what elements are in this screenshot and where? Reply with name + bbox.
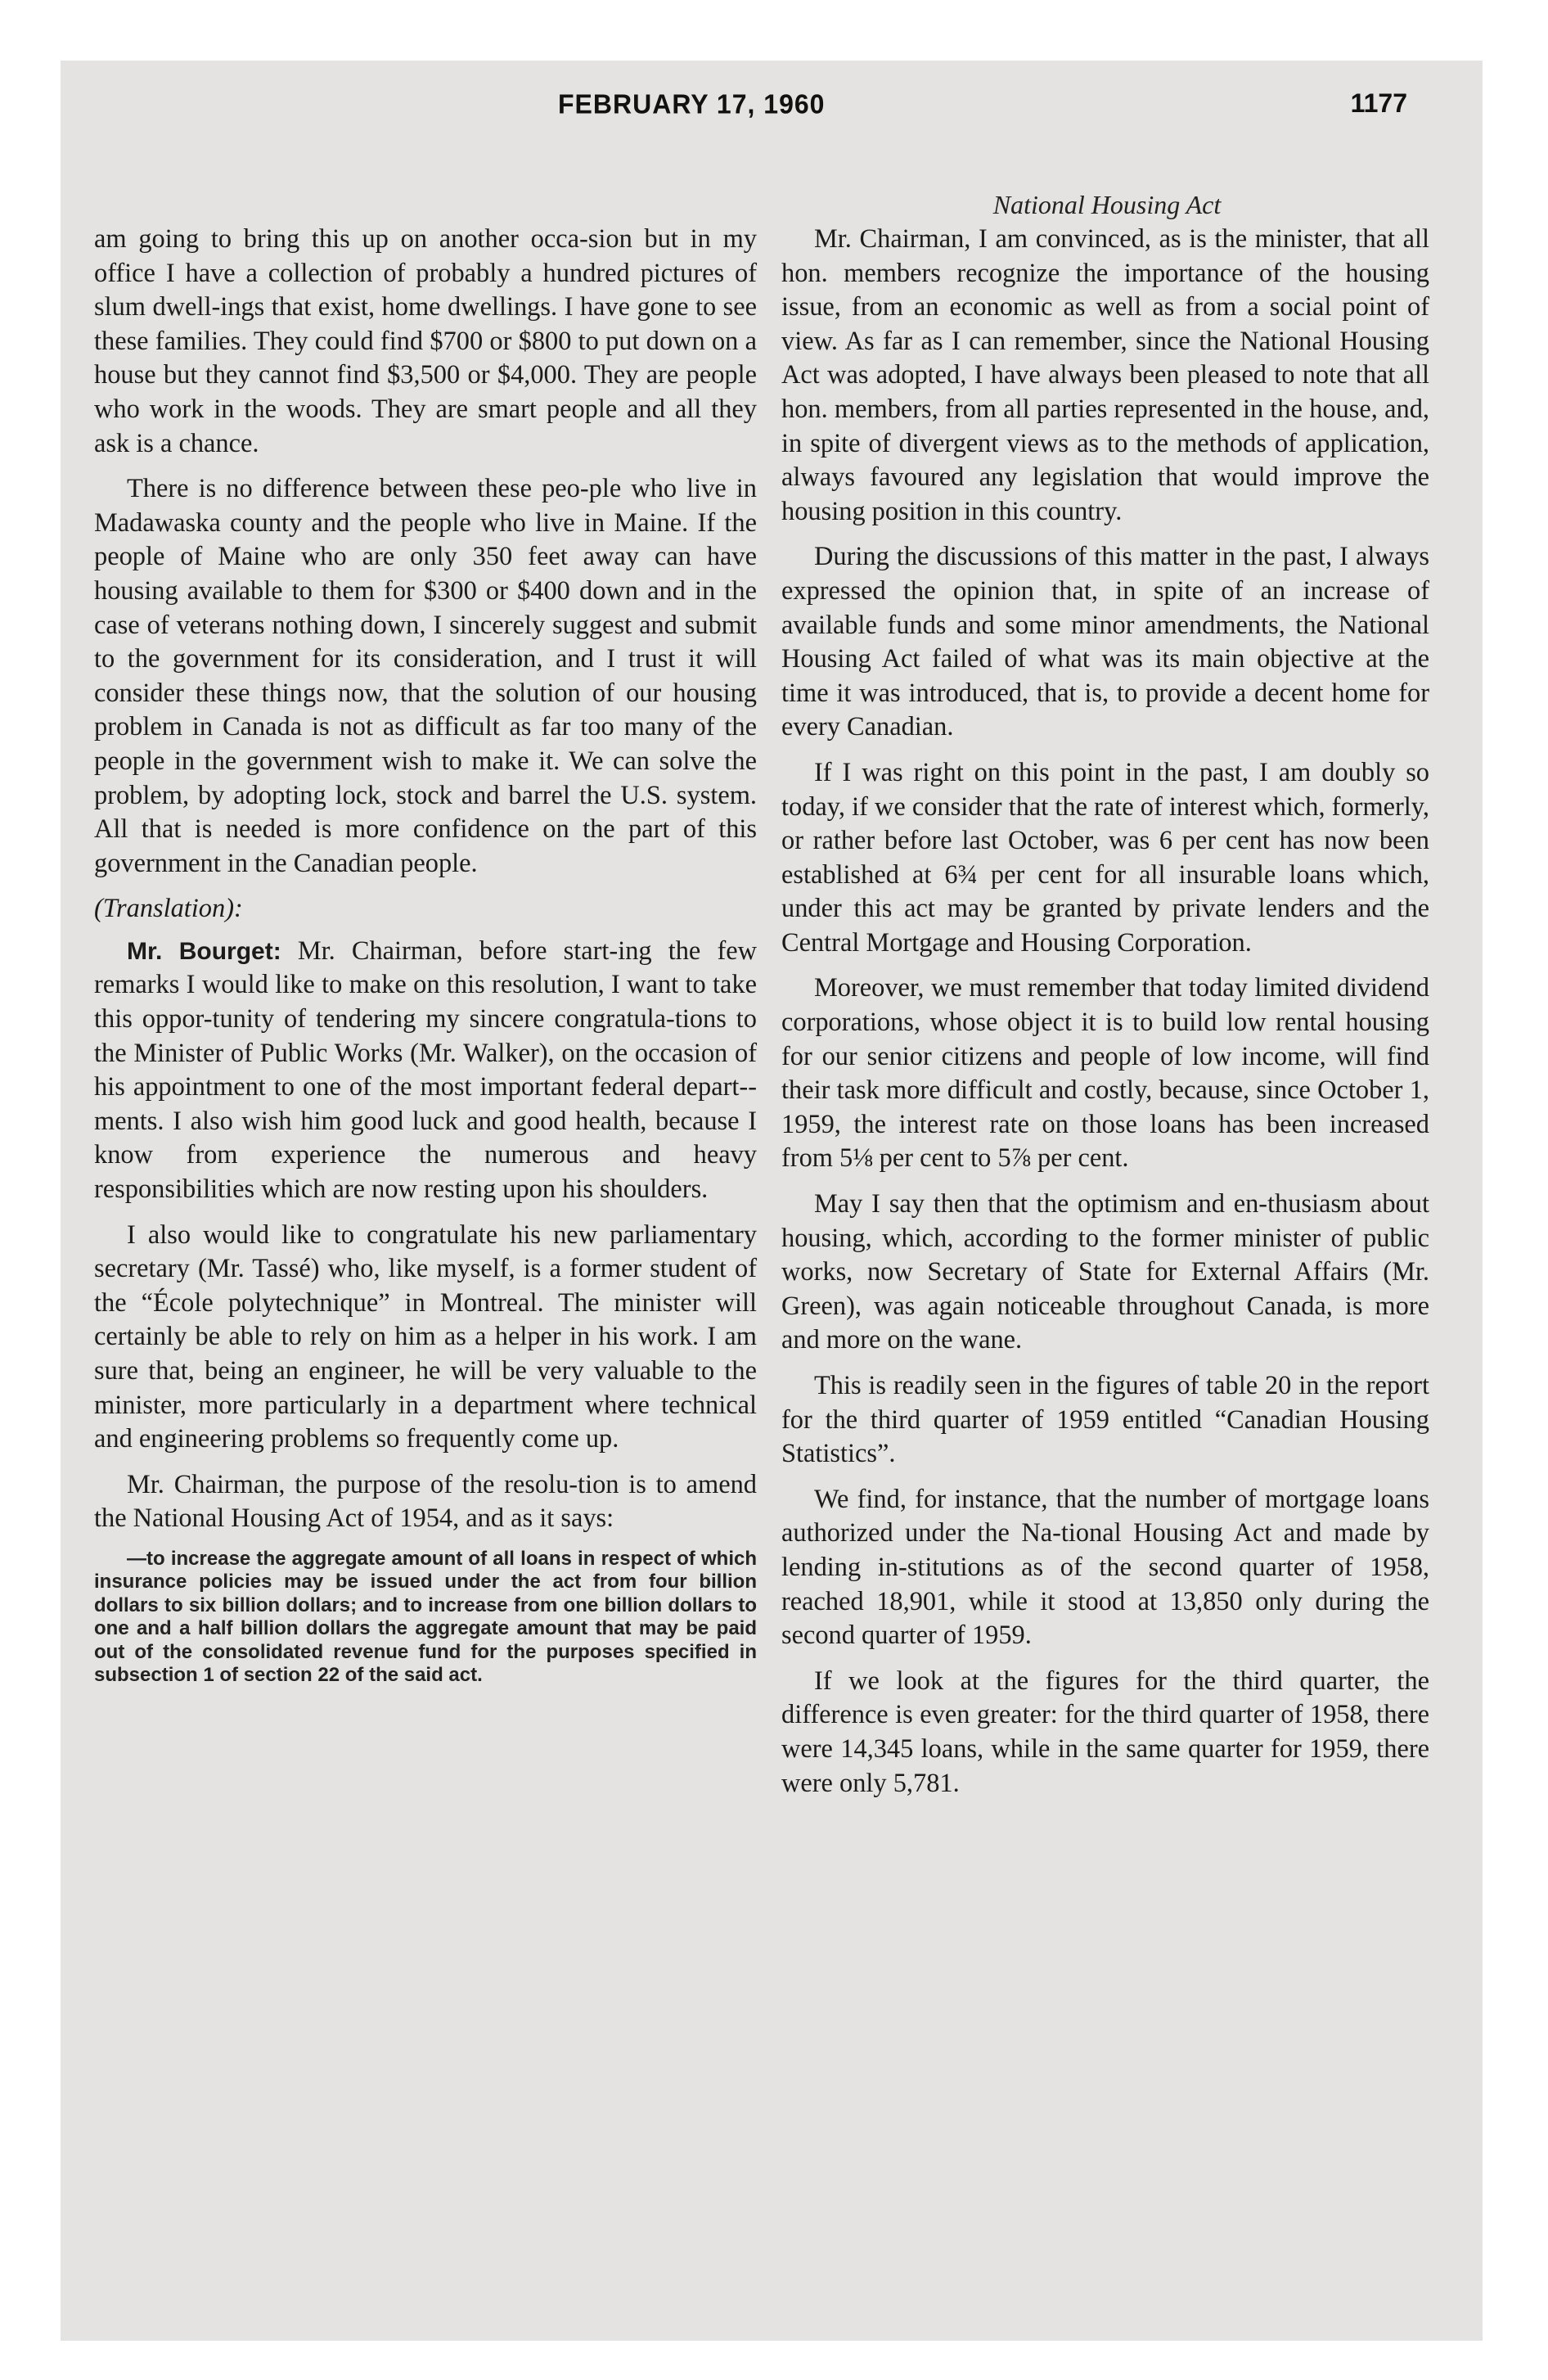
- left-paragraph-3-text: Mr. Chairman, before start-ing the few remarks I would like to make on this resolution, I want to take this oppor-tunity of tendering my sincere congratula-tions to the Minister of Public Works (Mr. Walker), on the occasion of his appointment to one of the most important federal depart-ments. I also wish him good luck and good health, because I know from experience the numerous and heavy responsibilities which are now resting upon his shoulders.: [94, 935, 757, 1205]
- left-paragraph-1: am going to bring this up on another occa-sion but in my office I have a collection of probably a hundred pictures of slum dwell-ings that exist, home dwellings. I have gone to see these families. They could find $700 or $800 to put down on a house but they cannot find $3,500 or $4,000. They are people who work in the woods. They are smart people and all they ask is a chance.: [94, 224, 757, 458]
- page-number: 1177: [1350, 88, 1407, 118]
- right-paragraph-2: During the discussions of this matter in the past, I always expressed the opinion that, in spite of an increase of available funds and some minor amendments, the National Housing Act failed of what was its main objective at the time it was introduced, that is, to provide a decent home for every Canadian.: [781, 542, 1429, 742]
- right-column: [781, 223, 1429, 1812]
- translation-label: (Translation):: [94, 894, 243, 924]
- header-date: FEBRUARY 17, 1960: [558, 88, 826, 119]
- right-paragraph-6: This is readily seen in the figures of table 20 in the report for the third quarter of 1959 entitled “Canadian Housing Statistics”.: [781, 1371, 1429, 1469]
- right-paragraph-4: Moreover, we must remember that today limited dividend corporations, whose object it is to build low rental housing for our senior citizens and people of low income, will find their task more difficult and costly, because, since October 1, 1959, the interest rate on those loans has been increased from 5⅛ per cent to 5⅞ per cent.: [781, 973, 1429, 1174]
- left-paragraph-5: Mr. Chairman, the purpose of the resolu-tion is to amend the National Housing Act of 1954, and as it says:: [94, 1469, 757, 1534]
- speaker-name: Mr. Bourget:: [127, 937, 281, 965]
- right-paragraph-1: Mr. Chairman, I am convinced, as is the minister, that all hon. members recognize the importance of the housing issue, from an economic as well as from a social point of view. As far as I can remember, since the National Housing Act was adopted, I have always been pleased to note that all hon. members, from all parties represented in the house, and, in spite of divergent views as to the methods of application, always favoured any legislation that would improve the housing position in this country.: [781, 224, 1429, 526]
- right-paragraph-7: We find, for instance, that the number of mortgage loans authorized under the Na-tional Housing Act and made by lending in-stitutions as of the second quarter of 1958, reached 18,901, while it stood at 13,850 only during the second quarter of 1959.: [781, 1484, 1429, 1651]
- block-quote: —to increase the aggregate amount of all loans in respect of which insurance policies may be issued under the act from four billion dollars to six billion dollars; and to increase from one billion dollars to one and a half billion dollars the aggregate amount that may be paid out of the consolidated revenue fund for the purposes specified in subsection 1 of section 22 of the said act.: [94, 1547, 757, 1686]
- left-paragraph-4: I also would like to congratulate his new parliamentary secretary (Mr. Tassé) who, like myself, is a former student of the “École polytechnique” in Montreal. The minister will certainly be able to rely on him as a helper in his work. I am sure that, being an engineer, he will be very valuable to the minister, more particularly in a department where technical and engineering problems so frequently come up.: [94, 1219, 757, 1454]
- left-paragraph-3: [94, 935, 757, 1207]
- right-paragraph-5: May I say then that the optimism and en-thusiasm about housing, which, according to the former minister of public works, now Secretary of State for External Affairs (Mr. Green), was again noticeable throughout Canada, is more and more on the wane.: [781, 1189, 1429, 1355]
- right-paragraph-8: If we look at the figures for the third quarter, the difference is even greater: for the third quarter of 1958, there were 14,345 loans, while in the same quarter for 1959, there were only 5,781.: [781, 1666, 1429, 1798]
- left-column: [94, 223, 757, 1698]
- right-paragraph-3: If I was right on this point in the past, I am doubly so today, if we consider that the rate of interest which, formerly, or rather before last October, was 6 per cent has now been established at 6¾ per cent for all insurable loans which, under this act may be granted by private lenders and the Central Mortgage and Housing Corporation.: [781, 757, 1429, 958]
- running-title: National Housing Act: [992, 190, 1222, 219]
- left-paragraph-2: There is no difference between these peo-ple who live in Madawaska county and the people who live in Maine. If the people of Maine who are only 350 feet away can have housing available to them for $300 or $400 down and in the case of veterans nothing down, I sincerely suggest and submit to the government for its consideration, and I trust it will consider these things now, that the solution of our housing problem in Canada is not as difficult as far too many of the people in the government wish to make it. We can solve the problem, by adopting lock, stock and barrel the U.S. system. All that is needed is more confidence on the part of this government in the Canadian people.: [94, 474, 757, 878]
